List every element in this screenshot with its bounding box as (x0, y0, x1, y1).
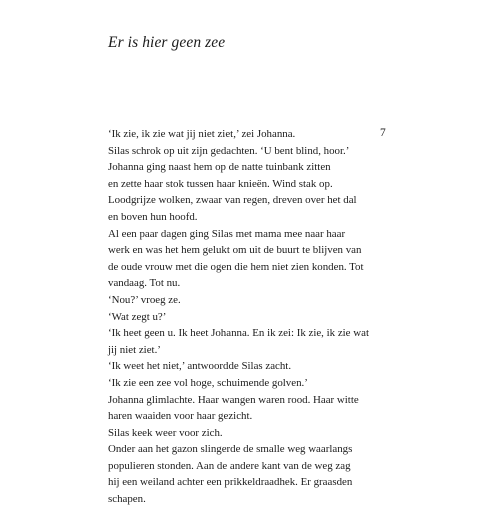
text-line: ‘Ik zie, ik zie wat jij niet ziet,’ zei Johanna. (108, 128, 296, 140)
text-line: vandaag. Tot nu. (108, 277, 181, 290)
text-line: Al een paar dagen ging Silas met mama mee naar haar (108, 227, 346, 240)
text-line: Onder aan het gazon slingerde de smalle weg waarlangs (108, 443, 353, 456)
page-number: 7 (380, 127, 386, 139)
text-line: ‘Nou?’ vroeg ze. (108, 293, 181, 306)
text-line: Silas keek weer voor zich. (108, 426, 223, 439)
text-line: ‘Ik heet geen u. Ik heet Johanna. En ik zei: Ik zie, ik zie wat (108, 327, 369, 340)
text-line: ‘Wat zegt u?’ (108, 310, 167, 323)
text-line: Loodgrijze wolken, zwaar van regen, dreven over het dal (108, 194, 357, 207)
text-line: populieren stonden. Aan de andere kant van de weg zag (108, 459, 351, 472)
text-line: en boven hun hoofd. (108, 210, 198, 223)
text-line: ‘Ik weet het niet,’ antwoordde Silas zacht. (108, 360, 292, 373)
text-line: Silas schrok op uit zijn gedachten. ‘U bent blind, hoor.’ (108, 144, 350, 157)
text-line: de oude vrouw met die ogen die hem niet zien konden. Tot (108, 260, 364, 273)
text-line: werk en was het hem gelukt om uit de buurt te blijven van (108, 244, 362, 257)
text-line: hij een weiland achter een prikkeldraadhek. Er graasden (108, 476, 353, 489)
chapter-title: Er is hier geen zee (108, 34, 226, 51)
body-text (108, 126, 380, 508)
text-line: jij niet ziet.’ (108, 343, 161, 356)
text-line: en zette haar stok tussen haar knieën. Wind stak op. (108, 177, 333, 190)
text-line: haren waaiden voor haar gezicht. (108, 410, 253, 423)
text-line: ‘Ik zie een zee vol hoge, schuimende golven.’ (108, 376, 308, 389)
text-line: schapen. (108, 493, 146, 506)
text-line: Johanna glimlachte. Haar wangen waren rood. Haar witte (108, 393, 359, 406)
text-line: Johanna ging naast hem op de natte tuinbank zitten (108, 161, 331, 174)
